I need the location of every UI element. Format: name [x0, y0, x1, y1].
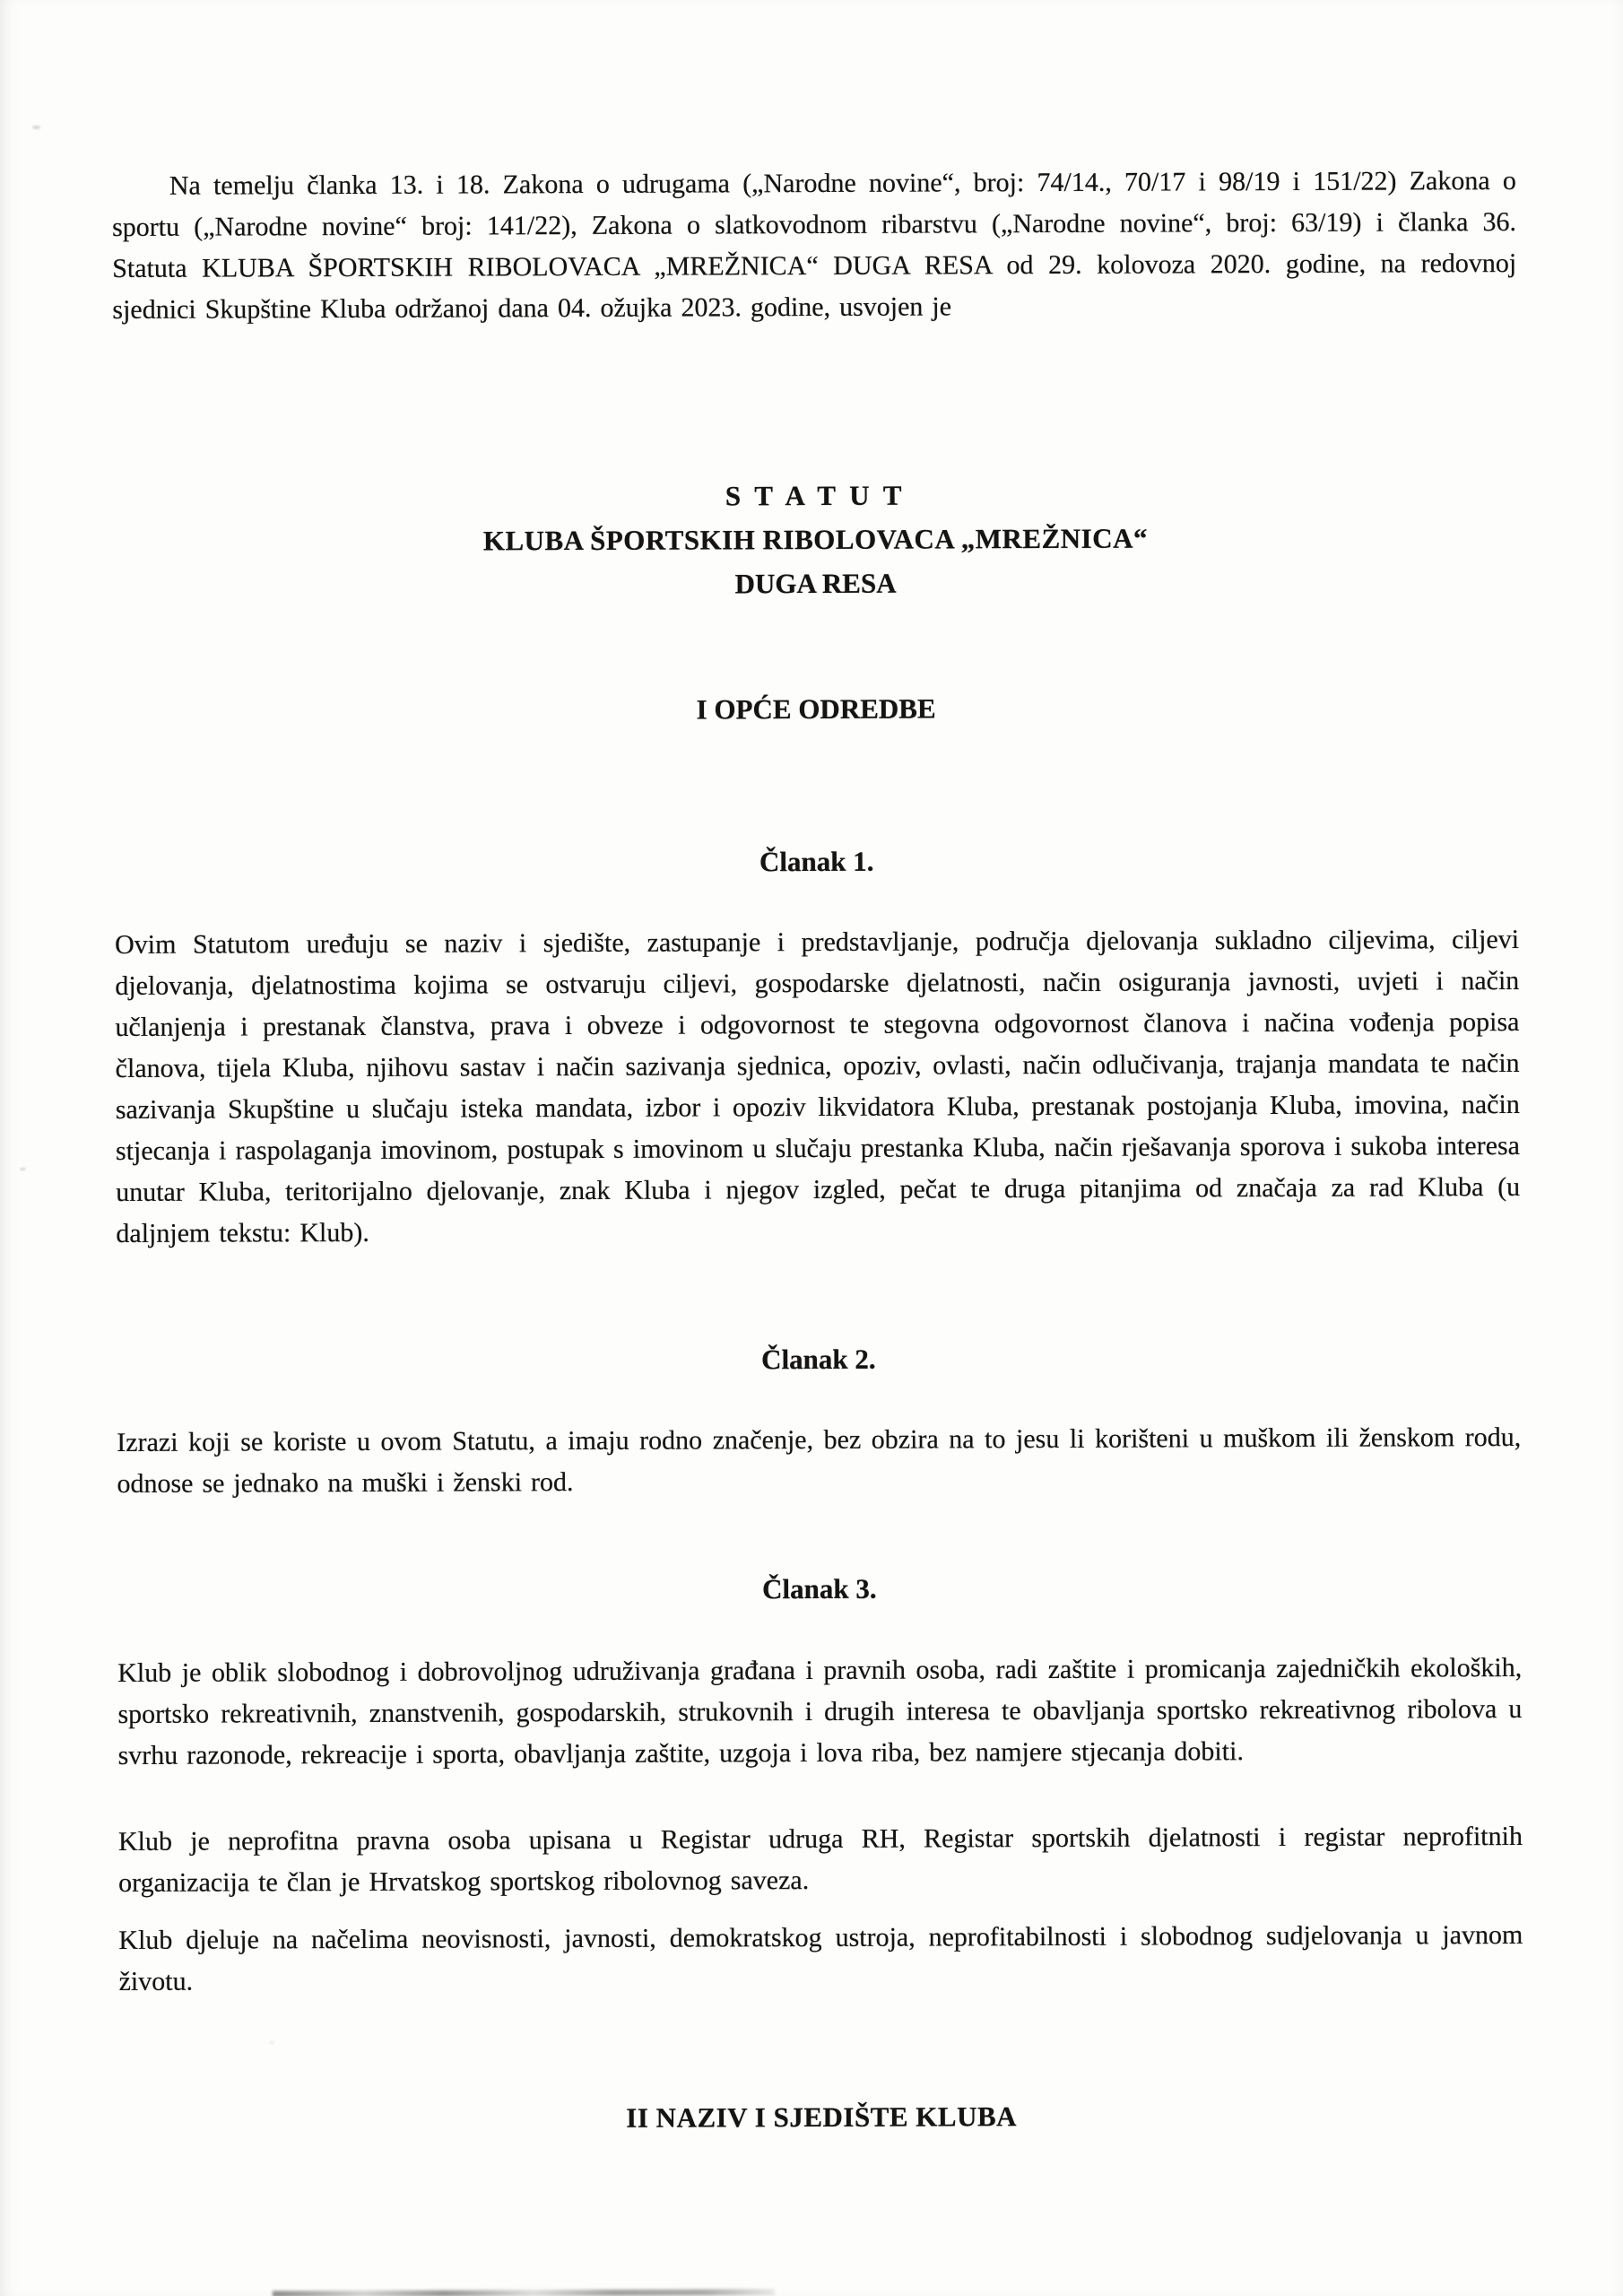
title-city: DUGA RESA — [734, 567, 897, 600]
section-heading-name-and-seat: II NAZIV I SJEDIŠTE KLUBA — [626, 2100, 1018, 2134]
scan-cutoff-text-artifact — [273, 2289, 775, 2296]
article-1-paragraph: Ovim Statutom uređuju se naziv i sjedište, zastupanje i predstavljanje, područja djelovanja sukladno ciljevima, ciljevi djelovanja, djelatnostima kojima se ostvaruju ciljevi, gospodarske djelatnosti, način osiguranja javnosti, uvjeti i način učlanjenja i prestanak članstva, prava i obveze i odgovornost te stegovna odgovornost članova i načina vođenja popisa članova, tijela Kluba, njihovu sastav i način sazivanja sjednica, opoziv, ovlasti, način odlučivanja, trajanja mandata te način sazivanja Skupštine u slučaju isteka mandata, izbor i opoziv likvidatora Kluba, prestanak postojanja Kluba, imovina, način stjecanja i raspolaganja imovinom, postupak s imovinom u slučaju prestanka Kluba, način rješavanja sporova i sukoba interesa unutar Kluba, teritorijalno djelovanje, znak Kluba i njegov izgled, pečat te druga pitanjima od značaja za rad Kluba (u daljnjem tekstu: Klub). — [115, 924, 1521, 1248]
article-2-heading: Članak 2. — [761, 1343, 876, 1376]
section-heading-general-provisions: I OPĆE ODREDBE — [696, 692, 936, 726]
article-3-paragraph-2: Klub je neprofitna pravna osoba upisana u Registar udruga RH, Registar sportskih djelatnosti i registar neprofitnih organizacija te član je Hrvatskog sportskog ribolovnog saveza. — [117, 1821, 1523, 1898]
preamble-paragraph: Na temelju članka 13. i 18. Zakona o udrugama („Narodne novine“, broj: 74/14., 70/17 i 98/19 i 151/22) Zakona o sportu („Narodne novine“ broj: 141/22), Zakona o slatkovodnom ribarstvu („Narodne novine“, broj: 63/19) i članka 36. Statuta KLUBA ŠPORTSKIH RIBOLOVACA „MREŽNICA“ DUGA RESA od 29. kolovoza 2020. godine, na redovnoj sjednici Skupštine Kluba održanoj dana 04. ožujka 2023. godine, usvojen je — [111, 165, 1517, 325]
scan-speck — [20, 1168, 26, 1170]
scan-speck — [32, 126, 40, 129]
article-3-heading: Članak 3. — [762, 1572, 877, 1605]
article-1-heading: Članak 1. — [759, 845, 874, 878]
document-title-block — [113, 471, 1518, 608]
title-statut: S T A T U T — [725, 479, 906, 512]
article-3-paragraph-3: Klub djeluje na načelima neovisnosti, javnosti, demokratskog ustroja, neprofitabilnosti i slobodnog sudjelovanja u javnom životu. — [118, 1919, 1523, 1996]
title-club-name: KLUBA ŠPORTSKIH RIBOLOVACA „MREŽNICA“ — [482, 522, 1149, 557]
scan-speck — [269, 2041, 274, 2044]
article-2-paragraph: Izrazi koji se koriste u ovom Statutu, a imaju rodno značenje, bez obzira na to jesu li korišteni u muškom ili ženskom rodu, odnose se jednako na muški i ženski rod. — [117, 1422, 1522, 1499]
article-3-paragraph-1: Klub je oblik slobodnog i dobrovoljnog udruživanja građana i pravnih osoba, radi zaštite i promicanja zajedničkih ekoloških, sportsko rekreativnih, znanstvenih, gospodarskih, strukovnih i drugih interesa te obavljanja sportsko rekreativnog ribolova u svrhu razonode, rekreacije i sporta, obavljanja zaštite, uzgoja i lova riba, bez namjere stjecanja dobiti. — [117, 1652, 1523, 1770]
